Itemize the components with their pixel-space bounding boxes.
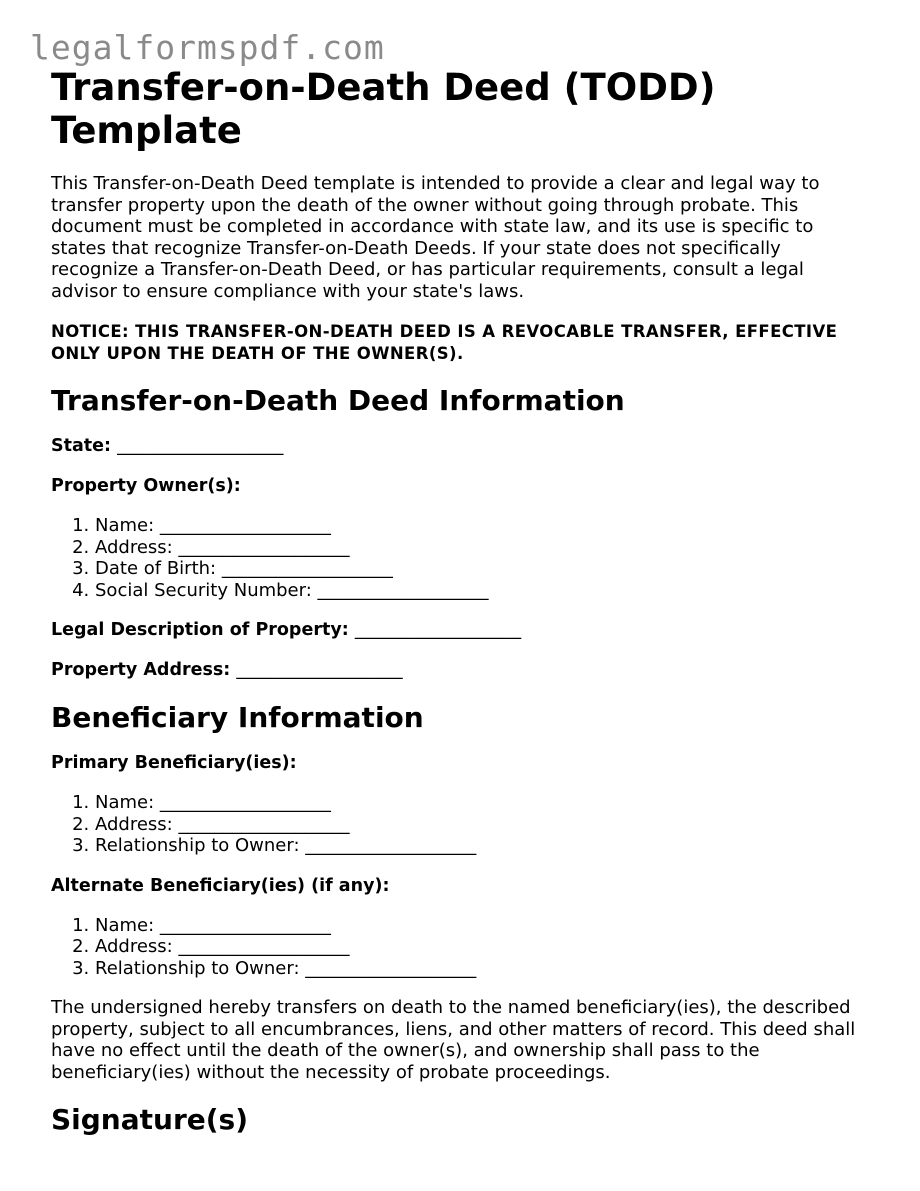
alternate-beneficiary-label: Alternate Beneficiary(ies) (if any):: [51, 875, 390, 896]
beneficiary-info-heading: Beneficiary Information: [51, 701, 424, 734]
owner-address-field[interactable]: 2. Address: ___________________: [95, 537, 871, 559]
notice-paragraph: NOTICE: THIS TRANSFER-ON-DEATH DEED IS A REVOCABLE TRANSFER, EFFECTIVE ONLY UPON THE DEATH OF THE OWNER(S).: [51, 322, 838, 363]
state-blank[interactable]: ___________________: [117, 436, 284, 456]
transfer-statement: The undersigned hereby transfers on death to the named beneficiary(ies), the described property, subject to all encumbrances, liens, and other matters of record. This deed shall have no effect until the death of the owner(s), and ownership shall pass to the beneficiary(ies) without the necessity of probate proceedings.: [51, 997, 856, 1083]
watermark: legalformspdf.com: [30, 28, 385, 67]
state-field: [51, 435, 871, 457]
owners-label: Property Owner(s):: [51, 476, 241, 496]
alternate-relationship-field[interactable]: 3. Relationship to Owner: ___________________: [95, 958, 871, 980]
alternate-beneficiary-list: [51, 915, 871, 980]
property-address-field: [51, 659, 871, 681]
owner-dob-field[interactable]: 3. Date of Birth: ___________________: [95, 558, 871, 580]
document-title: Transfer-on-Death Deed (TODD) Template: [51, 66, 716, 152]
primary-address-field[interactable]: 2. Address: ___________________: [95, 814, 871, 836]
intro-paragraph: This Transfer-on-Death Deed template is intended to provide a clear and legal way to transfer property upon the death of the owner without going through probate. This document must be completed in accordance with state law, and its use is specific to states that recognize Transfer-on-Death Deeds. If your state does not specifically recognize a Transfer-on-Death Deed, or has particular requirements, consult a legal advisor to ensure compliance with your state's laws.: [51, 173, 820, 302]
primary-name-field[interactable]: 1. Name: ___________________: [95, 792, 871, 814]
legal-description-label: Legal Description of Property:: [51, 620, 349, 640]
primary-relationship-field[interactable]: 3. Relationship to Owner: ___________________: [95, 835, 871, 857]
signatures-heading: Signature(s): [51, 1103, 249, 1136]
property-address-blank[interactable]: ___________________: [236, 660, 403, 680]
property-address-label: Property Address:: [51, 660, 231, 680]
owner-list: [51, 515, 871, 601]
primary-beneficiary-label: Primary Beneficiary(ies):: [51, 753, 297, 773]
owner-ssn-field[interactable]: 4. Social Security Number: ___________________: [95, 580, 871, 602]
legal-description-blank[interactable]: ___________________: [354, 620, 522, 640]
alternate-name-field[interactable]: 1. Name: ___________________: [95, 915, 871, 937]
legal-description-field: [51, 619, 871, 641]
primary-beneficiary-list: [51, 792, 871, 857]
owner-name-field[interactable]: 1. Name: ___________________: [95, 515, 871, 537]
state-label: State:: [51, 436, 112, 456]
deed-info-heading: Transfer-on-Death Deed Information: [51, 384, 625, 417]
document-body: [51, 66, 871, 1154]
alternate-address-field[interactable]: 2. Address: ___________________: [95, 936, 871, 958]
